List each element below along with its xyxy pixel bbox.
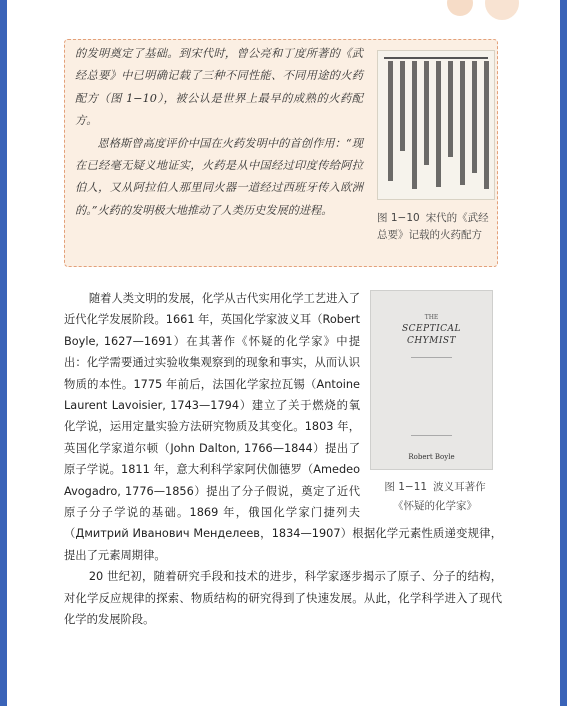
figure-1-11-caption bbox=[368, 478, 502, 516]
figure-caption-line: 《怀疑的化学家》 bbox=[393, 500, 477, 512]
main-body bbox=[64, 288, 502, 631]
page-left-border bbox=[0, 0, 7, 706]
reading-box-text bbox=[75, 43, 363, 222]
reading-box bbox=[64, 39, 498, 267]
page-right-border bbox=[560, 0, 567, 706]
figure-1-10-caption bbox=[377, 210, 497, 244]
body-paragraph: 20 世纪初，随着研究手段和技术的进步，科学家逐步揭示了原子、分子的结构，对化学反应规律的探索、物质结构的研究得到了快速发展。从此，化学科学进入了现代化学的发展阶段。 bbox=[64, 570, 502, 627]
figure-caption-line: 总要》记载的火药配方 bbox=[377, 229, 482, 241]
figure-caption-line: 波义耳著作 bbox=[433, 481, 486, 493]
figure-caption-line: 宋代的《武经 bbox=[425, 212, 489, 224]
sceptical-chymist-cover-image bbox=[370, 290, 493, 470]
book-author: Robert Boyle bbox=[408, 453, 455, 461]
figure-1-11 bbox=[368, 290, 502, 518]
body-paragraph: 随着人类文明的发展，化学从古代实用化学工艺进入了近代化学发展阶段。1661 年，英国化学家波义耳（Robert Boyle, 1627—1691）在其著作《怀疑的化学家》中提出：化学需要通过实验收集观察到的现象和事实，从而认识物质的本性。1775 年前后，法国化学家拉瓦锡（Antoine Laurent Lavoisier, 1743—1794）建立了关于燃烧的氧化学说，运用定量实验方法研究物质及其变化。1803 年，英国化学家道尔顿（John Dalton, 1766—1844）提出了原子学说。1811 年，意大利科学家阿伏伽德罗（Amedeo Avogadro, 1776—1856）提出了分子假说，奠定了近代原子分子学说的基础。1869 年，俄国化学家门捷列夫（Дмитрий Иванович Менделеев，1834—1907）根据化学元素性质递变规律，提出了元素周期律。 bbox=[64, 292, 502, 562]
wujing-zongyao-page-image bbox=[377, 50, 495, 200]
book-title-line: SCEPTICAL bbox=[401, 324, 462, 334]
box-paragraph: 的发明奠定了基础。到宋代时，曾公亮和丁度所著的《武经总要》中已明确记载了三种不同性能、不同用途的火药配方（图 1−10），被公认是世界上最早的成熟的火药配方。 bbox=[75, 47, 363, 128]
figure-number: 图 1−10 bbox=[377, 212, 420, 224]
book-title-line: CHYMIST bbox=[406, 336, 457, 346]
box-paragraph: 恩格斯曾高度评价中国在火药发明中的首创作用：“现在已经毫无疑义地证实，火药是从中国经过印度传给阿拉伯人，又从阿拉伯人那里同火器一道经过西班牙传入欧洲的。”火药的发明极大地推动了人类历史发展的进程。 bbox=[75, 136, 363, 217]
book-the: THE bbox=[424, 314, 439, 321]
figure-number: 图 1−11 bbox=[384, 481, 428, 493]
header-decoration bbox=[437, 0, 527, 24]
